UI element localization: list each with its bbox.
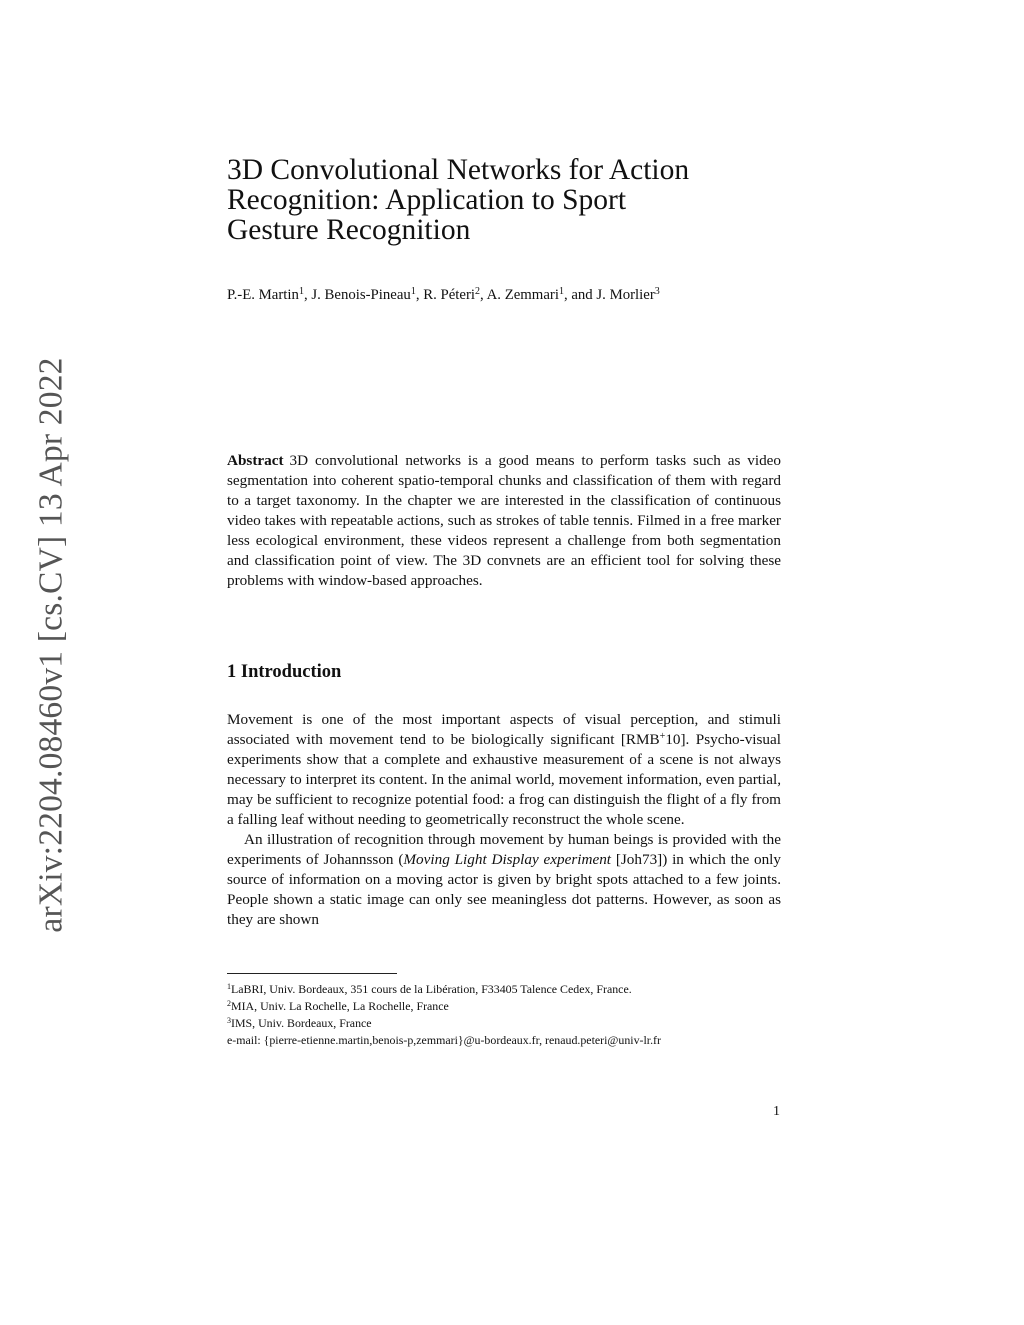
footnote-email: e-mail: {pierre-etienne.martin,benois-p,zemmari}@u-bordeaux.fr, renaud.peteri@univ-lr.fr: [227, 1033, 661, 1047]
footnote: $^2$MIA, Univ. La Rochelle, La Rochelle, France: [227, 999, 449, 1013]
footnote-mark: 2: [227, 999, 231, 1008]
title-line: 3D Convolutional Networks for Action: [227, 154, 690, 186]
abstract-label: Abstract: [227, 452, 284, 469]
arxiv-side-label: [32, 350, 72, 940]
paper-title: [227, 155, 787, 245]
author-list: P.-E. Martin$^1$, J. Benois-Pineau$^1$, R. Péteri$^2$, A. Zemmari$^1$, and J. Morlier$^3$: [227, 286, 660, 303]
affiliation-mark: 1: [298, 286, 304, 297]
footnote-mark: 3: [227, 1016, 231, 1025]
abstract: [227, 451, 781, 591]
section-title: Introduction: [240, 662, 342, 682]
author-name: P.-E. Martin: [227, 287, 299, 303]
title-line: Gesture Recognition: [227, 214, 471, 246]
introduction-body: [227, 710, 781, 930]
arxiv-identifier: arXiv:2204.08460v1 [cs.CV] 13 Apr 2022: [33, 357, 70, 933]
paragraph: Movement is one of the most important aspects of visual perception, and stimuli associated with movement tend to be biologically significant [RMB+10]. Psycho-visual experiments show that a complete and exhaustive measurement of a scene is not always necessary to interpret its content. In the animal world, movement information, even partial, may be sufficient to recognize potential food: a frog can distinguish the flight of a fly from a falling leaf without needing to geometrically reconstruct the whole scene.: [227, 711, 781, 828]
abstract-text: 3D convolutional networks is a good means to perform tasks such as video segmentation into coherent spatio-temporal chunks and classification of them with regard to a target taxonomy. In the chapter we are interested in the classification of continuous video takes with repeatable actions, such as strokes of table tennis. Filmed in a free marker less ecological environment, these videos represent a challenge from both segmentation and classification point of view. The 3D convnets are an efficient tool for solving these problems with window-based approaches.: [227, 452, 781, 589]
emphasized-term: Moving Light Display experiment: [403, 851, 612, 868]
footnote-mark: 1: [227, 982, 231, 991]
affiliation-mark: 2: [475, 286, 481, 297]
affiliation-mark: 1: [410, 286, 416, 297]
author-name: J. Benois-Pineau: [311, 287, 411, 303]
citation-superscript: +: [659, 731, 666, 742]
footnote: $^1$LaBRI, Univ. Bordeaux, 351 cours de la Libération, F33405 Talence Cedex, France.: [227, 982, 632, 996]
section-number: 1: [227, 662, 237, 682]
author-name: A. Zemmari: [486, 287, 559, 303]
author-name: R. Péteri: [423, 287, 476, 303]
page-number: 1: [773, 1104, 780, 1119]
affiliation-mark: 1: [558, 286, 564, 297]
section-heading: [227, 660, 341, 684]
affiliation-mark: 3: [654, 286, 660, 297]
footnote: $^3$IMS, Univ. Bordeaux, France: [227, 1016, 372, 1030]
paragraph: An illustration of recognition through movement by human beings is provided with the experiments of Johannsson (Moving Light Display experiment [Joh73]) in which the only source of information on a moving actor is given by bright spots attached to a few joints. People shown a static image can only see meaningless dot patterns. However, as soon as they are shown: [227, 831, 781, 928]
footnotes: [227, 981, 787, 1049]
footnote-divider: [227, 973, 397, 974]
author-name: J. Morlier: [596, 287, 655, 303]
title-line: Recognition: Application to Sport: [227, 184, 627, 216]
author-conjunction: and: [571, 287, 593, 303]
